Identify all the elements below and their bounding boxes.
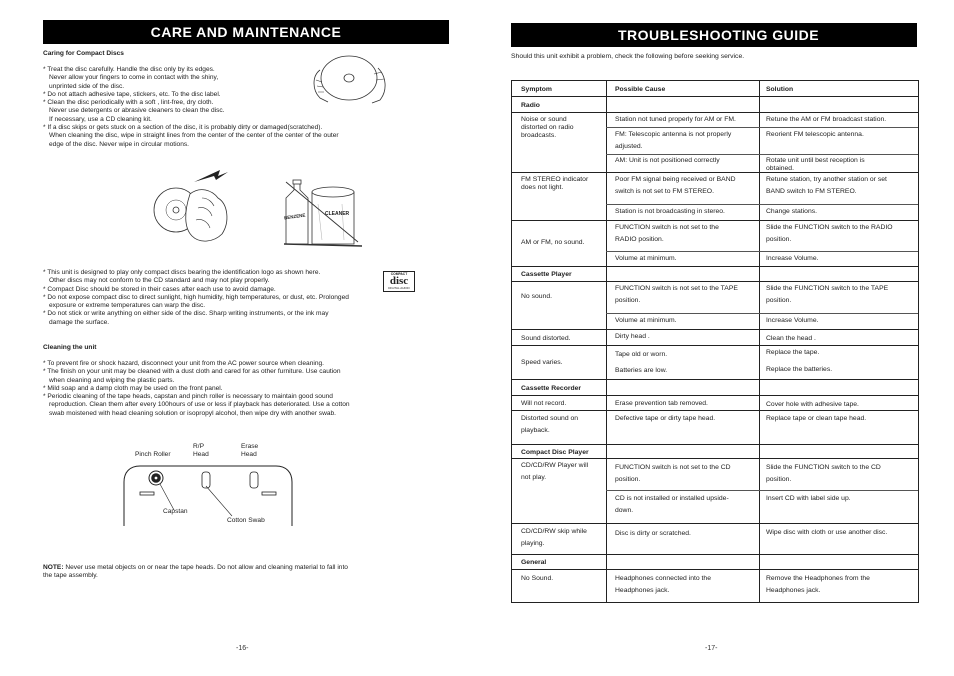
column-header-cause: Possible Cause (615, 86, 666, 93)
cause-cell: Batteries are low. (615, 367, 668, 374)
solution-cell: Increase Volume. (766, 317, 819, 324)
cleaning-line: * Periodic cleaning of the tape heads, capstan and pinch roller is necessary to maintain good sound (43, 393, 333, 401)
solution-cell: Increase Volume. (766, 255, 819, 262)
hand-holding-disc-illustration (308, 50, 390, 104)
solution-cell: Replace the tape. (766, 349, 820, 356)
table-row (512, 411, 918, 445)
section-radio-row (512, 97, 918, 113)
wiping-disc-illustration (150, 168, 242, 246)
cause-cell: Poor FM signal being received or BAND switch is not set to FM STEREO. (615, 176, 736, 195)
disc-logo-top: COMPACT (390, 272, 408, 276)
solution-cell: Rotate unit until best reception is obtained. (766, 157, 865, 173)
table-row (512, 173, 918, 221)
erase-label: Erase (241, 443, 259, 450)
cause-cell: FUNCTION switch is not set to the TAPE position. (615, 285, 738, 304)
table-row (512, 570, 918, 602)
cleaning-line: swab moistened with head cleaning solution or isopropyl alcohol, then wipe dry with another swab. (49, 409, 336, 417)
cause-cell: Volume at minimum. (615, 255, 677, 262)
caring-line: * Treat the disc carefully. Handle the disc only by its edges. (43, 66, 215, 73)
note-line-2: the tape assembly. (43, 572, 98, 580)
symptom-cell: Noise or sound distorted on radio broadcasts. (521, 116, 574, 140)
caring-line: Never use detergents or abrasive cleaners to clean the disc. (49, 107, 225, 115)
cause-cell: Defective tape or dirty tape head. (615, 415, 716, 422)
caring-line: If necessary, use a CD cleaning kit. (49, 115, 152, 123)
symptom-cell: No sound. (521, 293, 552, 300)
cause-cell: Erase prevention tab removed. (615, 400, 708, 407)
cleaning-line: * The finish on your unit may be cleaned with a dust cloth and cared for as other furniture. Use caution (43, 368, 341, 376)
compact-disc-logo (383, 271, 415, 292)
symptom-cell: Will not record. (521, 400, 567, 407)
disc-logo-bottom: DIGITAL AUDIO (388, 286, 410, 290)
page-number-right: -17- (705, 645, 718, 652)
rp-head-label: Head (193, 451, 209, 458)
symptom-cell: CD/CD/RW skip while playing. (521, 528, 587, 547)
tape-head-diagram (122, 460, 294, 526)
disc-line: exposure or extreme temperatures can warp the disc. (49, 302, 206, 310)
column-header-solution: Solution (766, 86, 794, 93)
table-row (512, 221, 918, 267)
disc-line: * This unit is designed to play only compact discs bearing the identification logo as shown here. (43, 269, 321, 276)
cleaning-line: when cleaning and wiping the plastic parts. (49, 376, 175, 384)
cause-cell: Volume at minimum. (615, 317, 677, 324)
section-cassette-player-label: Cassette Player (521, 271, 572, 278)
solution-cell: Insert CD with label side up. (766, 495, 851, 502)
cleaning-line: reproduction. Clean them after every 100hours of use or less if playback has deteriorated. Use a cotton (49, 401, 350, 409)
troubleshooting-table (511, 80, 919, 603)
cause-cell: Disc is dirty or scratched. (615, 530, 691, 537)
cause-cell: Tape old or worn. (615, 351, 668, 358)
solution-cell: Clean the head . (766, 335, 816, 342)
symptom-cell: Distorted sound on playback. (521, 415, 579, 434)
section-cassette-recorder-row (512, 380, 918, 396)
table-row (512, 282, 918, 330)
table-row (512, 330, 918, 346)
cause-cell: AM: Unit is not positioned correctly (615, 157, 720, 164)
table-row (512, 459, 918, 524)
page-number-left: -16- (236, 645, 249, 652)
note-line-1: Never use metal objects on or near the tape heads. Do not allow and cleaning material to fall into (63, 564, 348, 571)
cotton-swab-label: Cotton Swab (227, 517, 265, 524)
disc-line: * Do not stick or write anything on either side of the disc. Sharp writing instruments, or the ink may (43, 310, 329, 318)
solution-cell: Replace the batteries. (766, 366, 833, 373)
solution-cell: Cover hole with adhesive tape. (766, 401, 859, 408)
disc-line: * Do not expose compact disc to direct sunlight, high humidity, high temperatures, or dust, etc. Prolonged (43, 293, 349, 301)
cause-cell: FUNCTION switch is not set to the RADIO position. (615, 224, 719, 243)
disc-line: Other discs may not conform to the CD standard and may not play properly. (49, 277, 270, 285)
rp-label: R/P (193, 443, 204, 450)
troubleshooting-title: TROUBLESHOOTING GUIDE (618, 27, 820, 43)
troubleshooting-header (511, 23, 917, 47)
solution-cell: Slide the FUNCTION switch to the CD position. (766, 464, 881, 483)
disc-care-text (43, 269, 423, 327)
cleaning-line: * Mild soap and a damp cloth may be used on the front panel. (43, 384, 223, 392)
symptom-cell: No Sound. (521, 575, 554, 582)
column-header-symptom: Symptom (521, 86, 552, 93)
section-radio-label: Radio (521, 102, 540, 109)
symptom-cell: FM STEREO indicator does not light. (521, 176, 589, 192)
cause-cell: FUNCTION switch is not set to the CD position. (615, 464, 731, 483)
cleaning-text (43, 360, 443, 418)
cause-cell: Dirty head . (615, 333, 650, 340)
cause-cell: Station not tuned properly for AM or FM. (615, 116, 736, 123)
caring-line: Never allow your fingers to come in contact with the shiny, (49, 74, 219, 82)
solution-cell: Reorient FM telescopic antenna. (766, 131, 864, 138)
table-row (512, 113, 918, 173)
section-cd-player-label: Compact Disc Player (521, 449, 589, 456)
table-row (512, 346, 918, 380)
section-cd-player-row (512, 445, 918, 459)
caring-line: edge of the disc. Never wipe in circular motions. (49, 140, 189, 148)
disc-logo-main: disc (389, 275, 409, 287)
erase-head-label: Head (241, 451, 257, 458)
caring-line: unprinted side of the disc. (49, 82, 125, 90)
cause-cell: FM: Telescopic antenna is not properly adjusted. (615, 131, 732, 150)
solution-cell: Replace tape or clean tape head. (766, 415, 867, 422)
section-cassette-recorder-label: Cassette Recorder (521, 385, 582, 392)
care-maintenance-header (43, 20, 449, 44)
troubleshooting-intro: Should this unit exhibit a problem, check the following before seeking service. (511, 53, 745, 60)
caring-line: * If a disc skips or gets stuck on a section of the disc, it is probably dirty or damaged(scratched). (43, 124, 323, 132)
pinch-roller-label: Pinch Roller (135, 451, 171, 458)
capstan-label: Capstan (163, 508, 188, 515)
cause-cell: Station is not broadcasting in stereo. (615, 208, 725, 215)
cause-cell: Headphones connected into the Headphones jack. (615, 575, 711, 594)
care-maintenance-title: CARE AND MAINTENANCE (150, 24, 342, 40)
symptom-cell: AM or FM, no sound. (521, 239, 585, 246)
solution-cell: Remove the Headphones from the Headphones jack. (766, 575, 870, 594)
disc-line: damage the surface. (49, 318, 110, 326)
section-general-label: General (521, 559, 547, 566)
solution-cell: Slide the FUNCTION switch to the RADIO position. (766, 224, 893, 243)
caring-title: Caring for Compact Discs (43, 50, 124, 57)
solution-cell: Slide the FUNCTION switch to the TAPE position. (766, 285, 889, 304)
symptom-cell: CD/CD/RW Player will not play. (521, 462, 589, 481)
section-cassette-player-row (512, 267, 918, 282)
cleaner-label: CLEANER (325, 211, 350, 217)
disc-line: * Compact Disc should be stored in their cases after each use to avoid damage. (43, 285, 276, 293)
solution-cell: Retune the AM or FM broadcast station. (766, 116, 887, 123)
cleaning-line: * To prevent fire or shock hazard, disconnect your unit from the AC power source when cleaning. (43, 360, 324, 367)
table-header-row (512, 81, 918, 97)
solution-cell: Retune station, try another station or set BAND switch to FM STEREO. (766, 176, 887, 195)
caring-line: * Clean the disc periodically with a soft , lint-free, dry cloth. (43, 99, 214, 107)
note-label: NOTE: (43, 564, 64, 571)
table-row (512, 524, 918, 555)
cause-cell: CD is not installed or installed upside- down. (615, 495, 729, 514)
table-row (512, 396, 918, 411)
solution-cell: Change stations. (766, 208, 818, 215)
solution-cell: Wipe disc with cloth or use another disc. (766, 529, 888, 536)
caring-line: * Do not attach adhesive tape, stickers, etc. To the disc label. (43, 90, 221, 98)
caring-line: When cleaning the disc, wipe in straight lines from the center of the center of the center of the outer (49, 132, 339, 140)
section-general-row (512, 555, 918, 570)
cleaning-title: Cleaning the unit (43, 344, 97, 351)
benzene-label: BENZENE (283, 212, 306, 221)
note-text (43, 564, 433, 581)
symptom-cell: Sound distorted. (521, 335, 571, 342)
symptom-cell: Speed varies. (521, 359, 563, 366)
